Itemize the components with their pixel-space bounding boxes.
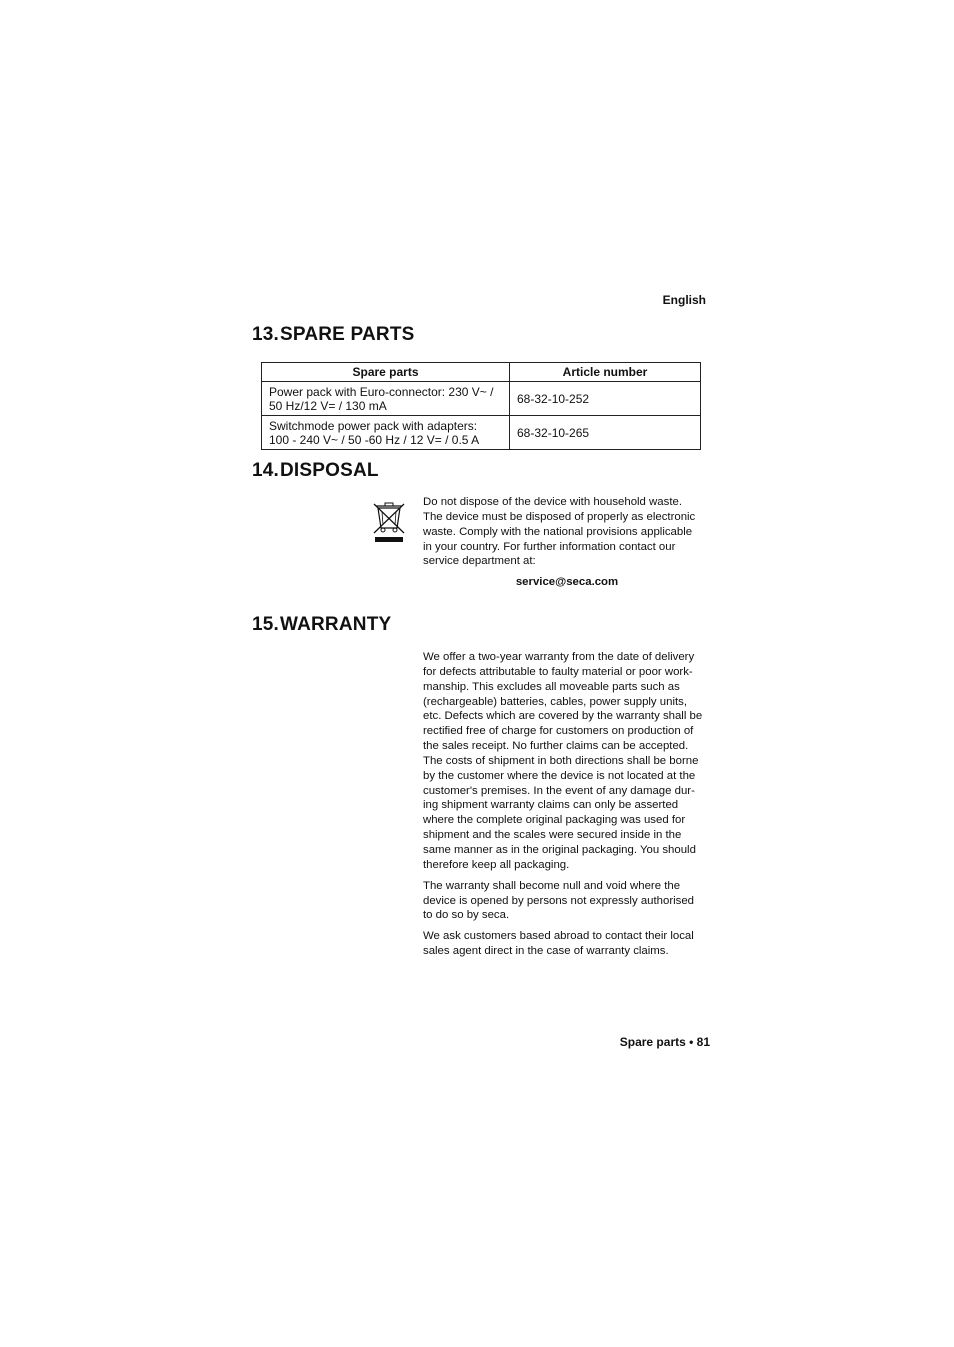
page-footer: Spare parts • 81 bbox=[619, 1035, 710, 1049]
section-title: WARRANTY bbox=[280, 614, 392, 635]
text-line: therefore keep all packaging. bbox=[423, 858, 570, 871]
text-line: shipment and the scales were secured inside in the bbox=[423, 829, 682, 842]
section-heading-spare-parts bbox=[252, 324, 415, 346]
table-row bbox=[262, 382, 701, 416]
section-number: 14. bbox=[252, 460, 280, 481]
text-line: The device must be disposed of properly as electronic bbox=[423, 510, 696, 523]
column-header-spare-parts: Spare parts bbox=[262, 363, 510, 382]
text-line: sales agent direct in the case of warranty claims. bbox=[423, 945, 669, 958]
section-heading-disposal bbox=[252, 460, 379, 482]
part-description-cell bbox=[262, 382, 510, 416]
text-line: by the customer where the device is not located at the bbox=[423, 769, 696, 782]
article-number-cell: 68-32-10-265 bbox=[510, 416, 701, 450]
spare-parts-table bbox=[261, 362, 701, 450]
table-header-row bbox=[262, 363, 701, 382]
warranty-paragraph bbox=[423, 879, 711, 924]
text-line: same manner as in the original packaging. You should bbox=[423, 843, 696, 856]
text-line: to do so by seca. bbox=[423, 909, 510, 922]
article-number-cell: 68-32-10-252 bbox=[510, 382, 701, 416]
part-description-line: 100 - 240 V~ / 50 -60 Hz / 12 V= / 0.5 A bbox=[269, 432, 480, 447]
text-line: manship. This excludes all moveable parts such as bbox=[423, 680, 680, 693]
text-line: (rechargeable) batteries, cables, power supply units, bbox=[423, 695, 688, 708]
crossed-out-wheelie-bin-icon bbox=[372, 500, 406, 544]
language-label: English bbox=[662, 293, 706, 307]
warranty-text bbox=[423, 650, 711, 965]
text-line: ing shipment warranty claims can only be asserted bbox=[423, 799, 679, 812]
table-row bbox=[262, 416, 701, 450]
text-line: etc. Defects which are covered by the warranty shall be bbox=[423, 710, 703, 723]
part-description-cell bbox=[262, 416, 510, 450]
text-line: The warranty shall become null and void where the bbox=[423, 879, 681, 892]
text-line: device is opened by persons not expressly authorised bbox=[423, 894, 695, 907]
warranty-paragraph bbox=[423, 650, 711, 873]
text-line: in your country. For further information contact our bbox=[423, 540, 676, 553]
section-title: DISPOSAL bbox=[280, 460, 379, 481]
text-line: for defects attributable to faulty material or poor work- bbox=[423, 665, 693, 678]
service-email: service@seca.com bbox=[515, 576, 619, 588]
text-line: Do not dispose of the device with household waste. bbox=[423, 496, 682, 508]
text-line: We offer a two-year warranty from the date of delivery bbox=[423, 651, 695, 663]
section-title: SPARE PARTS bbox=[280, 324, 415, 345]
column-header-article-number: Article number bbox=[510, 363, 701, 382]
text-line: where the complete original packaging was used for bbox=[423, 814, 686, 827]
text-line: the sales receipt. No further claims can be accepted. bbox=[423, 740, 689, 753]
section-number: 13. bbox=[252, 324, 280, 345]
warranty-paragraph bbox=[423, 929, 711, 959]
text-line: customer's premises. In the event of any damage dur- bbox=[423, 784, 695, 797]
part-description-line: Power pack with Euro-connector: 230 V~ / bbox=[269, 384, 494, 399]
part-description-line: 50 Hz/12 V= / 130 mA bbox=[269, 398, 387, 413]
text-line: waste. Comply with the national provisions applicable bbox=[423, 525, 693, 538]
text-line: rectified free of charge for customers on production of bbox=[423, 725, 694, 738]
section-number: 15. bbox=[252, 614, 280, 635]
part-description-line: Switchmode power pack with adapters: bbox=[269, 418, 478, 433]
text-line: service department at: bbox=[423, 555, 536, 568]
disposal-text bbox=[423, 495, 711, 569]
text-line: We ask customers based abroad to contact their local bbox=[423, 930, 694, 943]
text-line: The costs of shipment in both directions shall be borne bbox=[423, 754, 699, 767]
section-heading-warranty bbox=[252, 614, 391, 636]
